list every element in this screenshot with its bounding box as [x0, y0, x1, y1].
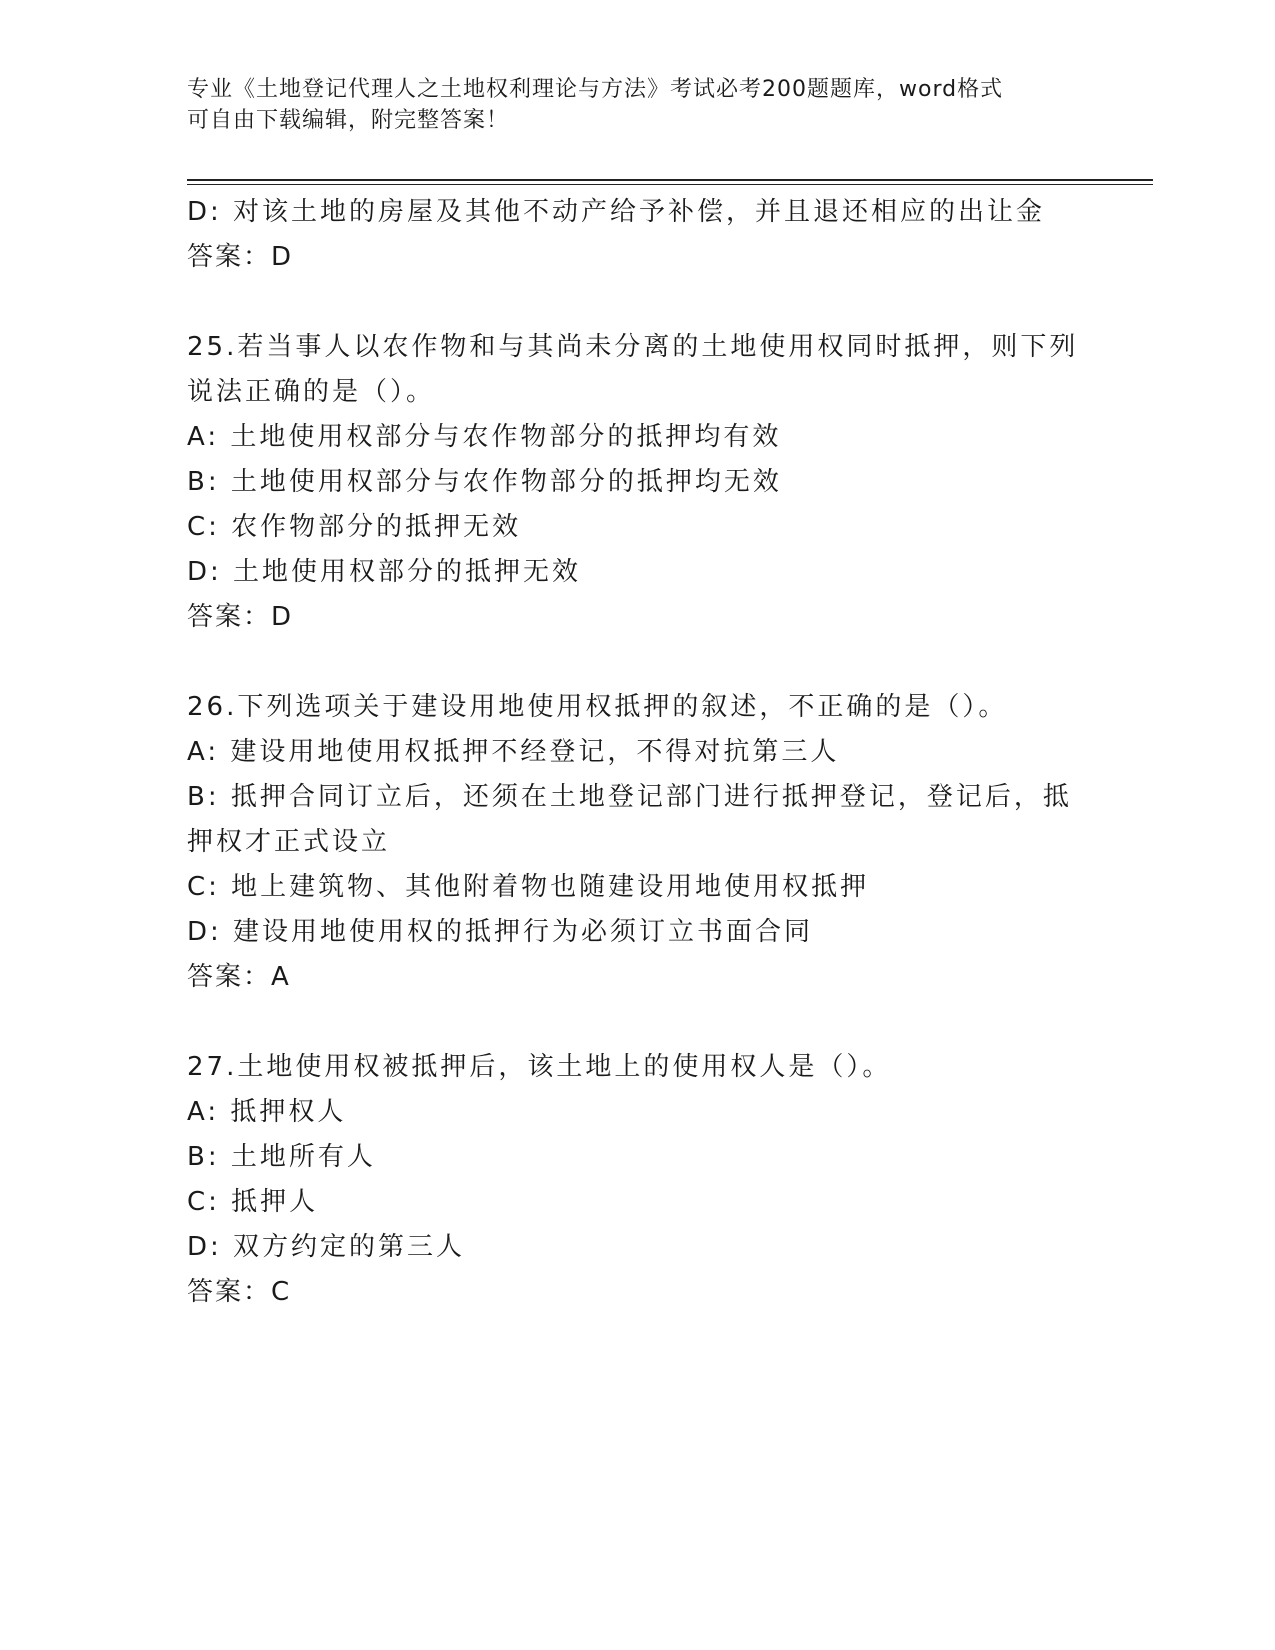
header-line-2: 可自由下载编辑，附完整答案！	[187, 108, 510, 133]
option-a: A: 建设用地使用权抵押不经登记，不得对抗第三人	[187, 737, 840, 767]
question-stem: 25.若当事人以农作物和与其尚未分离的土地使用权同时抵押，则下列	[187, 332, 1079, 362]
answer: 答案：C	[187, 1277, 292, 1307]
option-b: B: 抵押合同订立后，还须在土地登记部门进行抵押登记，登记后，抵	[187, 782, 1072, 812]
option-a: A: 抵押权人	[187, 1097, 347, 1127]
prev-option-d: D: 对该土地的房屋及其他不动产给予补偿，并且退还相应的出让金	[187, 197, 1046, 227]
answer: 答案：D	[187, 602, 294, 632]
option-d: D: 建设用地使用权的抵押行为必须订立书面合同	[187, 917, 814, 947]
option-c: C: 地上建筑物、其他附着物也随建设用地使用权抵押	[187, 872, 870, 902]
question-stem: 说法正确的是（）。	[187, 377, 436, 407]
answer: 答案：A	[187, 962, 291, 992]
question-stem: 27.土地使用权被抵押后，该土地上的使用权人是（）。	[187, 1052, 892, 1082]
option-c: C: 农作物部分的抵押无效	[187, 512, 522, 542]
header-line-1: 专业《土地登记代理人之土地权利理论与方法》考试必考200题题库，word格式	[187, 77, 1004, 102]
question-stem: 26.下列选项关于建设用地使用权抵押的叙述，不正确的是（）。	[187, 692, 1008, 722]
question-25	[187, 325, 1087, 640]
option-b-continued: 押权才正式设立	[187, 827, 391, 857]
header-divider-thin	[187, 184, 1153, 185]
option-b: B: 土地使用权部分与农作物部分的抵押均无效	[187, 467, 782, 497]
option-c: C: 抵押人	[187, 1187, 319, 1217]
option-b: B: 土地所有人	[187, 1142, 376, 1172]
question-27	[187, 1045, 1087, 1315]
header-divider-thick	[187, 179, 1153, 181]
spacer	[187, 1000, 1087, 1045]
option-d: D: 土地使用权部分的抵押无效	[187, 557, 582, 587]
question-content	[187, 190, 1087, 1315]
spacer	[187, 640, 1087, 685]
option-d: D: 双方约定的第三人	[187, 1232, 466, 1262]
spacer	[187, 280, 1087, 325]
prev-answer: 答案：D	[187, 242, 294, 272]
option-a: A: 土地使用权部分与农作物部分的抵押均有效	[187, 422, 782, 452]
page-header	[187, 74, 1087, 136]
question-26	[187, 685, 1087, 1000]
